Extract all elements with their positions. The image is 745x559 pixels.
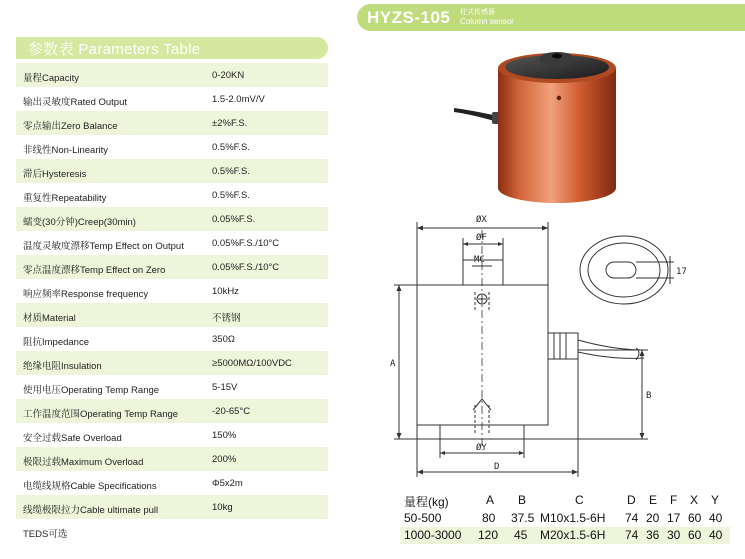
dim-cell: 80 [482, 511, 496, 525]
dimension-header-row [400, 492, 730, 510]
dimension-table [400, 492, 730, 544]
dim-cell: 20 [646, 511, 660, 525]
load-button-hole [552, 54, 562, 59]
param-row [16, 303, 328, 327]
body-outline [417, 285, 548, 425]
dim-cell: 36 [646, 528, 660, 542]
param-row [16, 351, 328, 375]
sensor-body [498, 68, 616, 203]
param-row [16, 471, 328, 495]
param-row [16, 519, 328, 543]
dim-cell: 45 [514, 528, 528, 542]
dim-header-cell: B [518, 493, 527, 507]
dim-header-cell: D [627, 493, 636, 507]
label-x: ØX [476, 215, 487, 225]
param-value: 10kg [212, 502, 233, 513]
dim-cell: 40 [709, 511, 723, 525]
dim-cell: M20x1.5-6H [540, 528, 606, 542]
dim-header-cell: 量程(kg) [404, 495, 449, 509]
param-row [16, 399, 328, 423]
param-row [16, 279, 328, 303]
model-title-bar [357, 4, 745, 31]
label-b: B [646, 391, 652, 401]
param-name: 使用电压Operating Temp Range [23, 385, 160, 396]
param-name: 量程Capacity [23, 73, 79, 84]
param-row [16, 183, 328, 207]
side-view-outer [580, 236, 668, 304]
sensor-photo [440, 38, 640, 216]
dim-header-cell: C [575, 493, 584, 507]
model-name: HYZS-105 [367, 8, 451, 27]
cable-outline [578, 340, 644, 358]
parameters-title: 参数表 Parameters Table [28, 41, 201, 58]
param-name: 零点输出Zero Balance [23, 121, 118, 132]
label-f: ØF [476, 233, 487, 243]
parameters-title-bar [16, 37, 328, 59]
side-view-slot [606, 262, 636, 278]
screw-icon [557, 96, 561, 100]
param-name: 电缆线规格Cable Specifications [23, 481, 157, 492]
param-row [16, 327, 328, 351]
param-value: 不锈钢 [212, 313, 241, 324]
param-row [16, 87, 328, 111]
param-row [16, 447, 328, 471]
param-value: 200% [212, 454, 237, 465]
dim-header-cell: E [649, 493, 658, 507]
param-value: 5-15V [212, 382, 238, 393]
param-value: 0.05%F.S./10°C [212, 238, 280, 249]
dim-cell: 1000-3000 [404, 528, 462, 542]
dimension-row [400, 510, 730, 527]
param-name: 温度灵敏度漂移Temp Effect on Output [23, 241, 184, 252]
param-name: 线缆极限拉力Cable ultimate pull [23, 505, 159, 516]
param-row [16, 423, 328, 447]
param-name: 零点温度漂移Temp Effect on Zero [23, 265, 166, 276]
param-name: 滞后Hysteresis [23, 169, 87, 180]
param-row [16, 255, 328, 279]
param-name: 响应频率Response frequency [23, 289, 149, 300]
dim-cell: 60 [688, 511, 702, 525]
param-value: 0.5%F.S. [212, 190, 251, 201]
dim-cell: 50-500 [404, 511, 442, 525]
param-name: 工作温度范围Operating Temp Range [23, 409, 179, 420]
dim-cell: 37.5 [511, 511, 535, 525]
dim-cell: 30 [667, 528, 681, 542]
param-value: 0-20KN [212, 70, 245, 81]
param-value: 0.05%F.S./10°C [212, 262, 280, 273]
dim-cell: 60 [688, 528, 702, 542]
param-value: 1.5-2.0mV/V [212, 94, 265, 105]
param-name: TEDS可选 [23, 529, 68, 540]
model-subtitle-cn: 柱式传感器 [460, 9, 495, 16]
dim-header-cell: A [486, 493, 495, 507]
param-value: 0.5%F.S. [212, 166, 251, 177]
dimension-row [400, 527, 730, 544]
param-name: 材质Material [23, 313, 76, 324]
param-name: 重复性Repeatability [23, 193, 107, 204]
dim-cell: M10x1.5-6H [540, 511, 606, 525]
parameters-table [16, 63, 328, 543]
param-value: 0.05%F.S. [212, 214, 256, 225]
param-row [16, 111, 328, 135]
param-row [16, 63, 328, 87]
dim-header-cell: F [670, 493, 678, 507]
param-row [16, 135, 328, 159]
label-d: D [494, 462, 500, 472]
param-row [16, 159, 328, 183]
dim-header-cell: X [690, 493, 699, 507]
model-subtitle-en: Column sensor [460, 17, 514, 26]
dim-cell: 74 [625, 511, 639, 525]
param-value: ±2%F.S. [212, 118, 248, 129]
dim-cell: 40 [709, 528, 723, 542]
dim-cell: 120 [478, 528, 499, 542]
param-value: 0.5%F.S. [212, 142, 251, 153]
param-value: Φ5x2m [212, 478, 243, 489]
param-row [16, 375, 328, 399]
cable [454, 108, 498, 122]
param-row [16, 231, 328, 255]
dim-cell: 74 [625, 528, 639, 542]
param-name: 极限过载Maximum Overload [23, 457, 144, 468]
param-value: -20-65°C [212, 406, 251, 417]
technical-drawing [374, 200, 745, 490]
dim-cell: 17 [667, 511, 681, 525]
param-name: 阻抗Impedance [23, 337, 90, 348]
param-value: ≥5000MΩ/100VDC [212, 358, 292, 369]
dim-header-cell: Y [711, 493, 720, 507]
param-name: 安全过载Safe Overload [23, 433, 122, 444]
param-name: 输出灵敏度Rated Output [23, 97, 128, 108]
side-view-inner [588, 243, 660, 297]
param-name: 蠕变(30分钟)Creep(30min) [23, 217, 136, 228]
param-row [16, 207, 328, 231]
label-a: A [390, 359, 396, 369]
label-mc: MC [474, 255, 485, 265]
param-value: 150% [212, 430, 237, 441]
param-name: 绝缘电阻Insulation [23, 361, 102, 372]
label-y: ØY [476, 443, 487, 453]
param-value: 350Ω [212, 334, 235, 345]
param-name: 非线性Non-Linearity [23, 145, 108, 156]
param-row [16, 495, 328, 519]
gland-outline [548, 333, 578, 359]
param-value: 10kHz [212, 286, 239, 297]
label-side: 17 [676, 267, 687, 277]
